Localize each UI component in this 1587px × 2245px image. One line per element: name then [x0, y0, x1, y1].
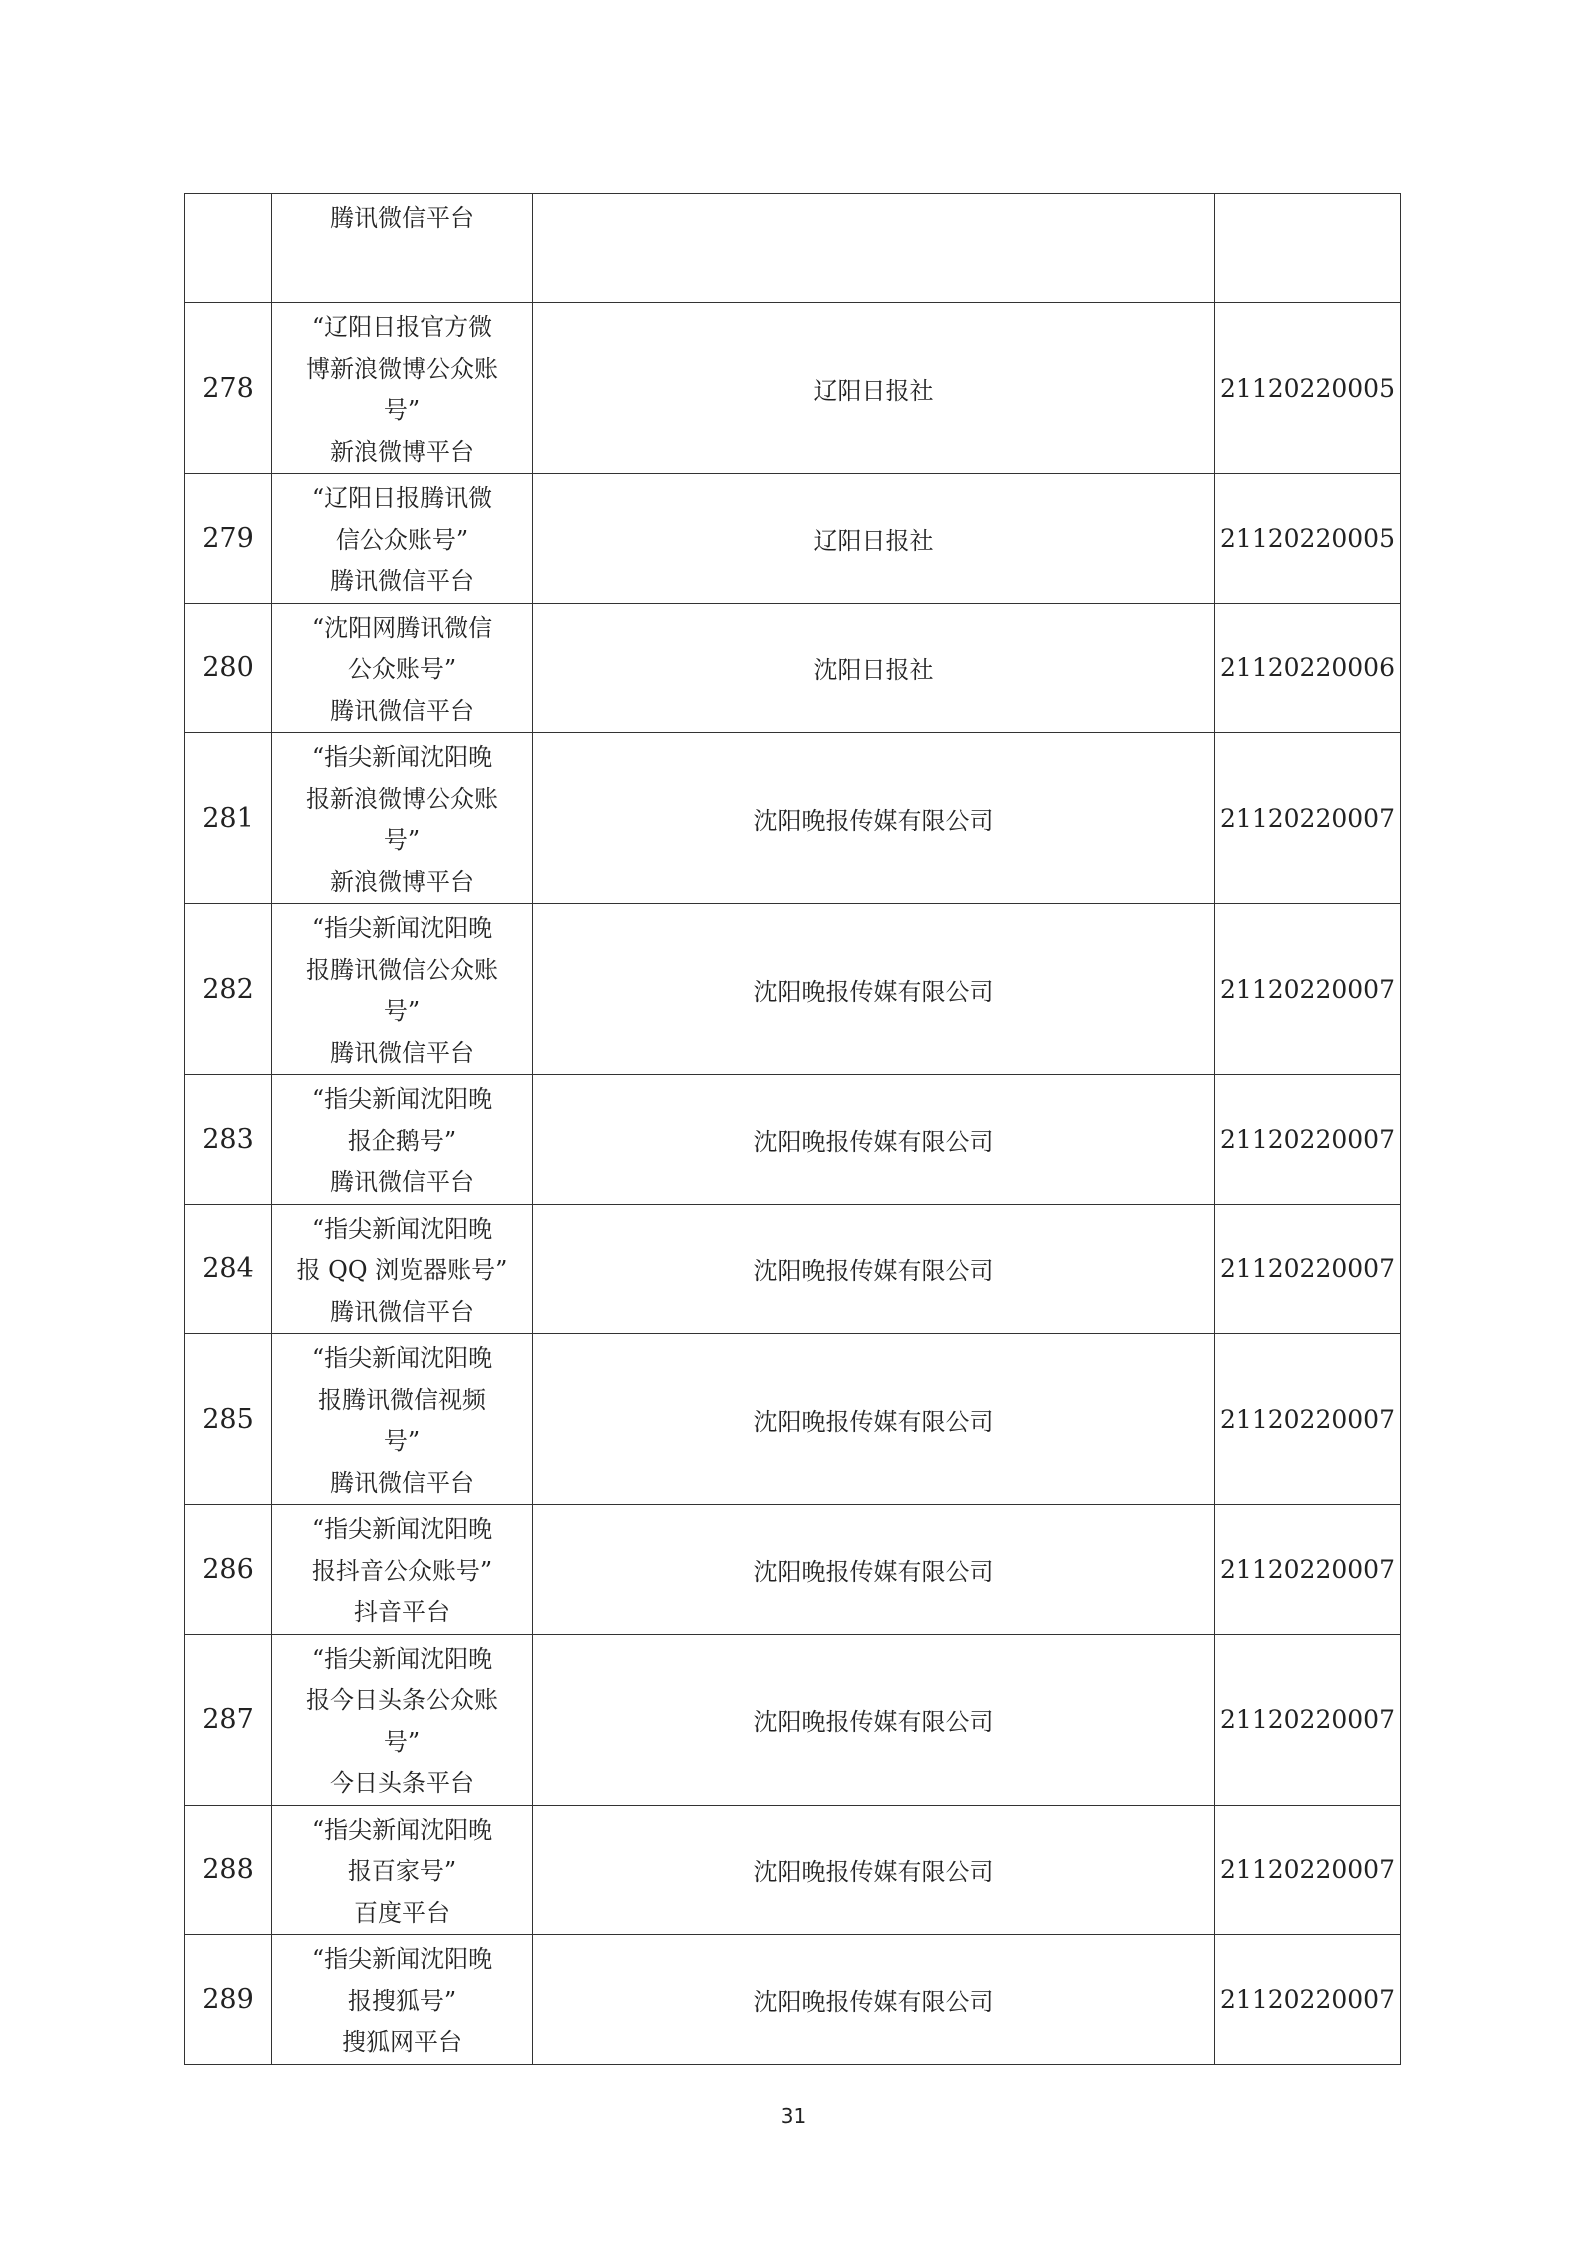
- account-name-line: 腾讯微信平台: [330, 204, 474, 232]
- account-name-line: “指尖新闻沈阳晚: [311, 1644, 493, 1673]
- row-number: 286: [185, 1505, 272, 1635]
- organization: 辽阳日报社: [533, 303, 1215, 474]
- row-number: 278: [185, 303, 272, 474]
- organization: 沈阳晚报传媒有限公司: [533, 1935, 1215, 2065]
- account-name: [272, 733, 533, 904]
- row-number: 282: [185, 904, 272, 1075]
- license-code: 21120220005: [1215, 303, 1401, 474]
- account-name-line: “指尖新闻沈阳晚: [311, 1515, 493, 1543]
- account-name-line: 报企鹅号”: [347, 1126, 457, 1155]
- account-name: [272, 194, 533, 303]
- organization: [533, 194, 1215, 303]
- account-name-line: “指尖新闻沈阳晚: [311, 914, 493, 942]
- account-name-line: “指尖新闻沈阳晚: [311, 1815, 493, 1844]
- account-name-line: “沈阳网腾讯微信: [311, 613, 493, 642]
- organization: 沈阳晚报传媒有限公司: [533, 1634, 1215, 1805]
- account-name-line: 号”: [383, 1427, 421, 1455]
- account-name-line: 搜狐网平台: [342, 2028, 462, 2056]
- row-number: 283: [185, 1075, 272, 1205]
- license-code: 21120220007: [1215, 1935, 1401, 2065]
- row-number: 288: [185, 1805, 272, 1935]
- account-name-line: 报今日头条公众账: [306, 1686, 498, 1714]
- organization: 沈阳晚报传媒有限公司: [533, 1805, 1215, 1935]
- account-name-line: 信公众账号”: [335, 525, 469, 554]
- account-name-line: 报腾讯微信视频: [318, 1385, 486, 1414]
- account-name-line: “指尖新闻沈阳晚: [311, 1945, 493, 1973]
- account-name-line: 今日头条平台: [330, 1769, 474, 1797]
- account-name-line: 腾讯微信平台: [330, 567, 474, 595]
- account-name-line: 报搜狐号”: [347, 1986, 457, 2015]
- account-name-line: “指尖新闻沈阳晚: [311, 1344, 493, 1372]
- account-name: [272, 474, 533, 604]
- account-name-line: 腾讯微信平台: [330, 1168, 474, 1196]
- account-name-line: 抖音平台: [354, 1598, 450, 1626]
- registry-table-body: [185, 194, 1401, 2065]
- organization: 辽阳日报社: [533, 474, 1215, 604]
- license-code: 21120220007: [1215, 1204, 1401, 1334]
- account-name: [272, 1334, 533, 1505]
- organization: 沈阳晚报传媒有限公司: [533, 1334, 1215, 1505]
- license-code: 21120220007: [1215, 1505, 1401, 1635]
- account-name-line: 博新浪微博公众账: [306, 354, 498, 383]
- license-code: 21120220006: [1215, 603, 1401, 733]
- account-name: [272, 603, 533, 733]
- account-name: [272, 904, 533, 1075]
- account-name-line: 腾讯微信平台: [330, 1297, 474, 1326]
- row-number: 285: [185, 1334, 272, 1505]
- license-code: 21120220007: [1215, 1075, 1401, 1205]
- account-name-line: 报 QQ 浏览器账号”: [296, 1256, 508, 1284]
- account-name: [272, 1204, 533, 1334]
- license-code: 21120220007: [1215, 1334, 1401, 1505]
- organization: 沈阳晚报传媒有限公司: [533, 1505, 1215, 1635]
- table-row: [185, 194, 1401, 303]
- table-row: [185, 603, 1401, 733]
- organization: 沈阳晚报传媒有限公司: [533, 1075, 1215, 1205]
- account-name-line: “指尖新闻沈阳晚: [311, 743, 493, 771]
- account-name-line: 号”: [383, 396, 421, 424]
- registry-table: [184, 193, 1401, 2065]
- account-name: [272, 1505, 533, 1635]
- account-name: [272, 1935, 533, 2065]
- organization: 沈阳晚报传媒有限公司: [533, 733, 1215, 904]
- account-name-line: “辽阳日报腾讯微: [311, 484, 493, 512]
- account-name-line: 报新浪微博公众账: [306, 784, 498, 813]
- row-number: 287: [185, 1634, 272, 1805]
- license-code: 21120220007: [1215, 733, 1401, 904]
- row-number: 280: [185, 603, 272, 733]
- account-name-line: “指尖新闻沈阳晚: [311, 1214, 493, 1243]
- table-row: [185, 303, 1401, 474]
- table-row: [185, 1505, 1401, 1635]
- account-name-line: 报抖音公众账号”: [311, 1556, 493, 1585]
- row-number: 279: [185, 474, 272, 604]
- table-row: [185, 1805, 1401, 1935]
- account-name: [272, 1075, 533, 1205]
- account-name-line: 腾讯微信平台: [330, 696, 474, 725]
- table-row: [185, 1204, 1401, 1334]
- license-code: [1215, 194, 1401, 303]
- account-name-line: 号”: [383, 997, 421, 1025]
- license-code: 21120220007: [1215, 1634, 1401, 1805]
- account-name: [272, 303, 533, 474]
- account-name-line: 报百家号”: [347, 1857, 457, 1885]
- account-name: [272, 1805, 533, 1935]
- table-row: [185, 1634, 1401, 1805]
- account-name-line: 报腾讯微信公众账: [306, 955, 498, 984]
- account-name-line: 新浪微博平台: [330, 437, 474, 466]
- account-name-line: “指尖新闻沈阳晚: [311, 1085, 493, 1113]
- organization: 沈阳晚报传媒有限公司: [533, 904, 1215, 1075]
- account-name-line: 新浪微博平台: [330, 867, 474, 896]
- table-row: [185, 1935, 1401, 2065]
- license-code: 21120220007: [1215, 1805, 1401, 1935]
- table-row: [185, 474, 1401, 604]
- row-number: [185, 194, 272, 303]
- account-name-line: 号”: [383, 826, 421, 854]
- license-code: 21120220007: [1215, 904, 1401, 1075]
- account-name: [272, 1634, 533, 1805]
- row-number: 281: [185, 733, 272, 904]
- table-row: [185, 1334, 1401, 1505]
- account-name-line: 公众账号”: [347, 655, 457, 683]
- account-name-line: 腾讯微信平台: [330, 1038, 474, 1067]
- table-row: [185, 904, 1401, 1075]
- account-name-line: “辽阳日报官方微: [311, 313, 493, 341]
- account-name-line: 腾讯微信平台: [330, 1468, 474, 1497]
- page-number: 31: [780, 2104, 807, 2128]
- license-code: 21120220005: [1215, 474, 1401, 604]
- row-number: 289: [185, 1935, 272, 2065]
- table-row: [185, 1075, 1401, 1205]
- account-name-line: 号”: [383, 1727, 421, 1756]
- table-row: [185, 733, 1401, 904]
- organization: 沈阳日报社: [533, 603, 1215, 733]
- account-name-line: 百度平台: [354, 1898, 450, 1927]
- organization: 沈阳晚报传媒有限公司: [533, 1204, 1215, 1334]
- row-number: 284: [185, 1204, 272, 1334]
